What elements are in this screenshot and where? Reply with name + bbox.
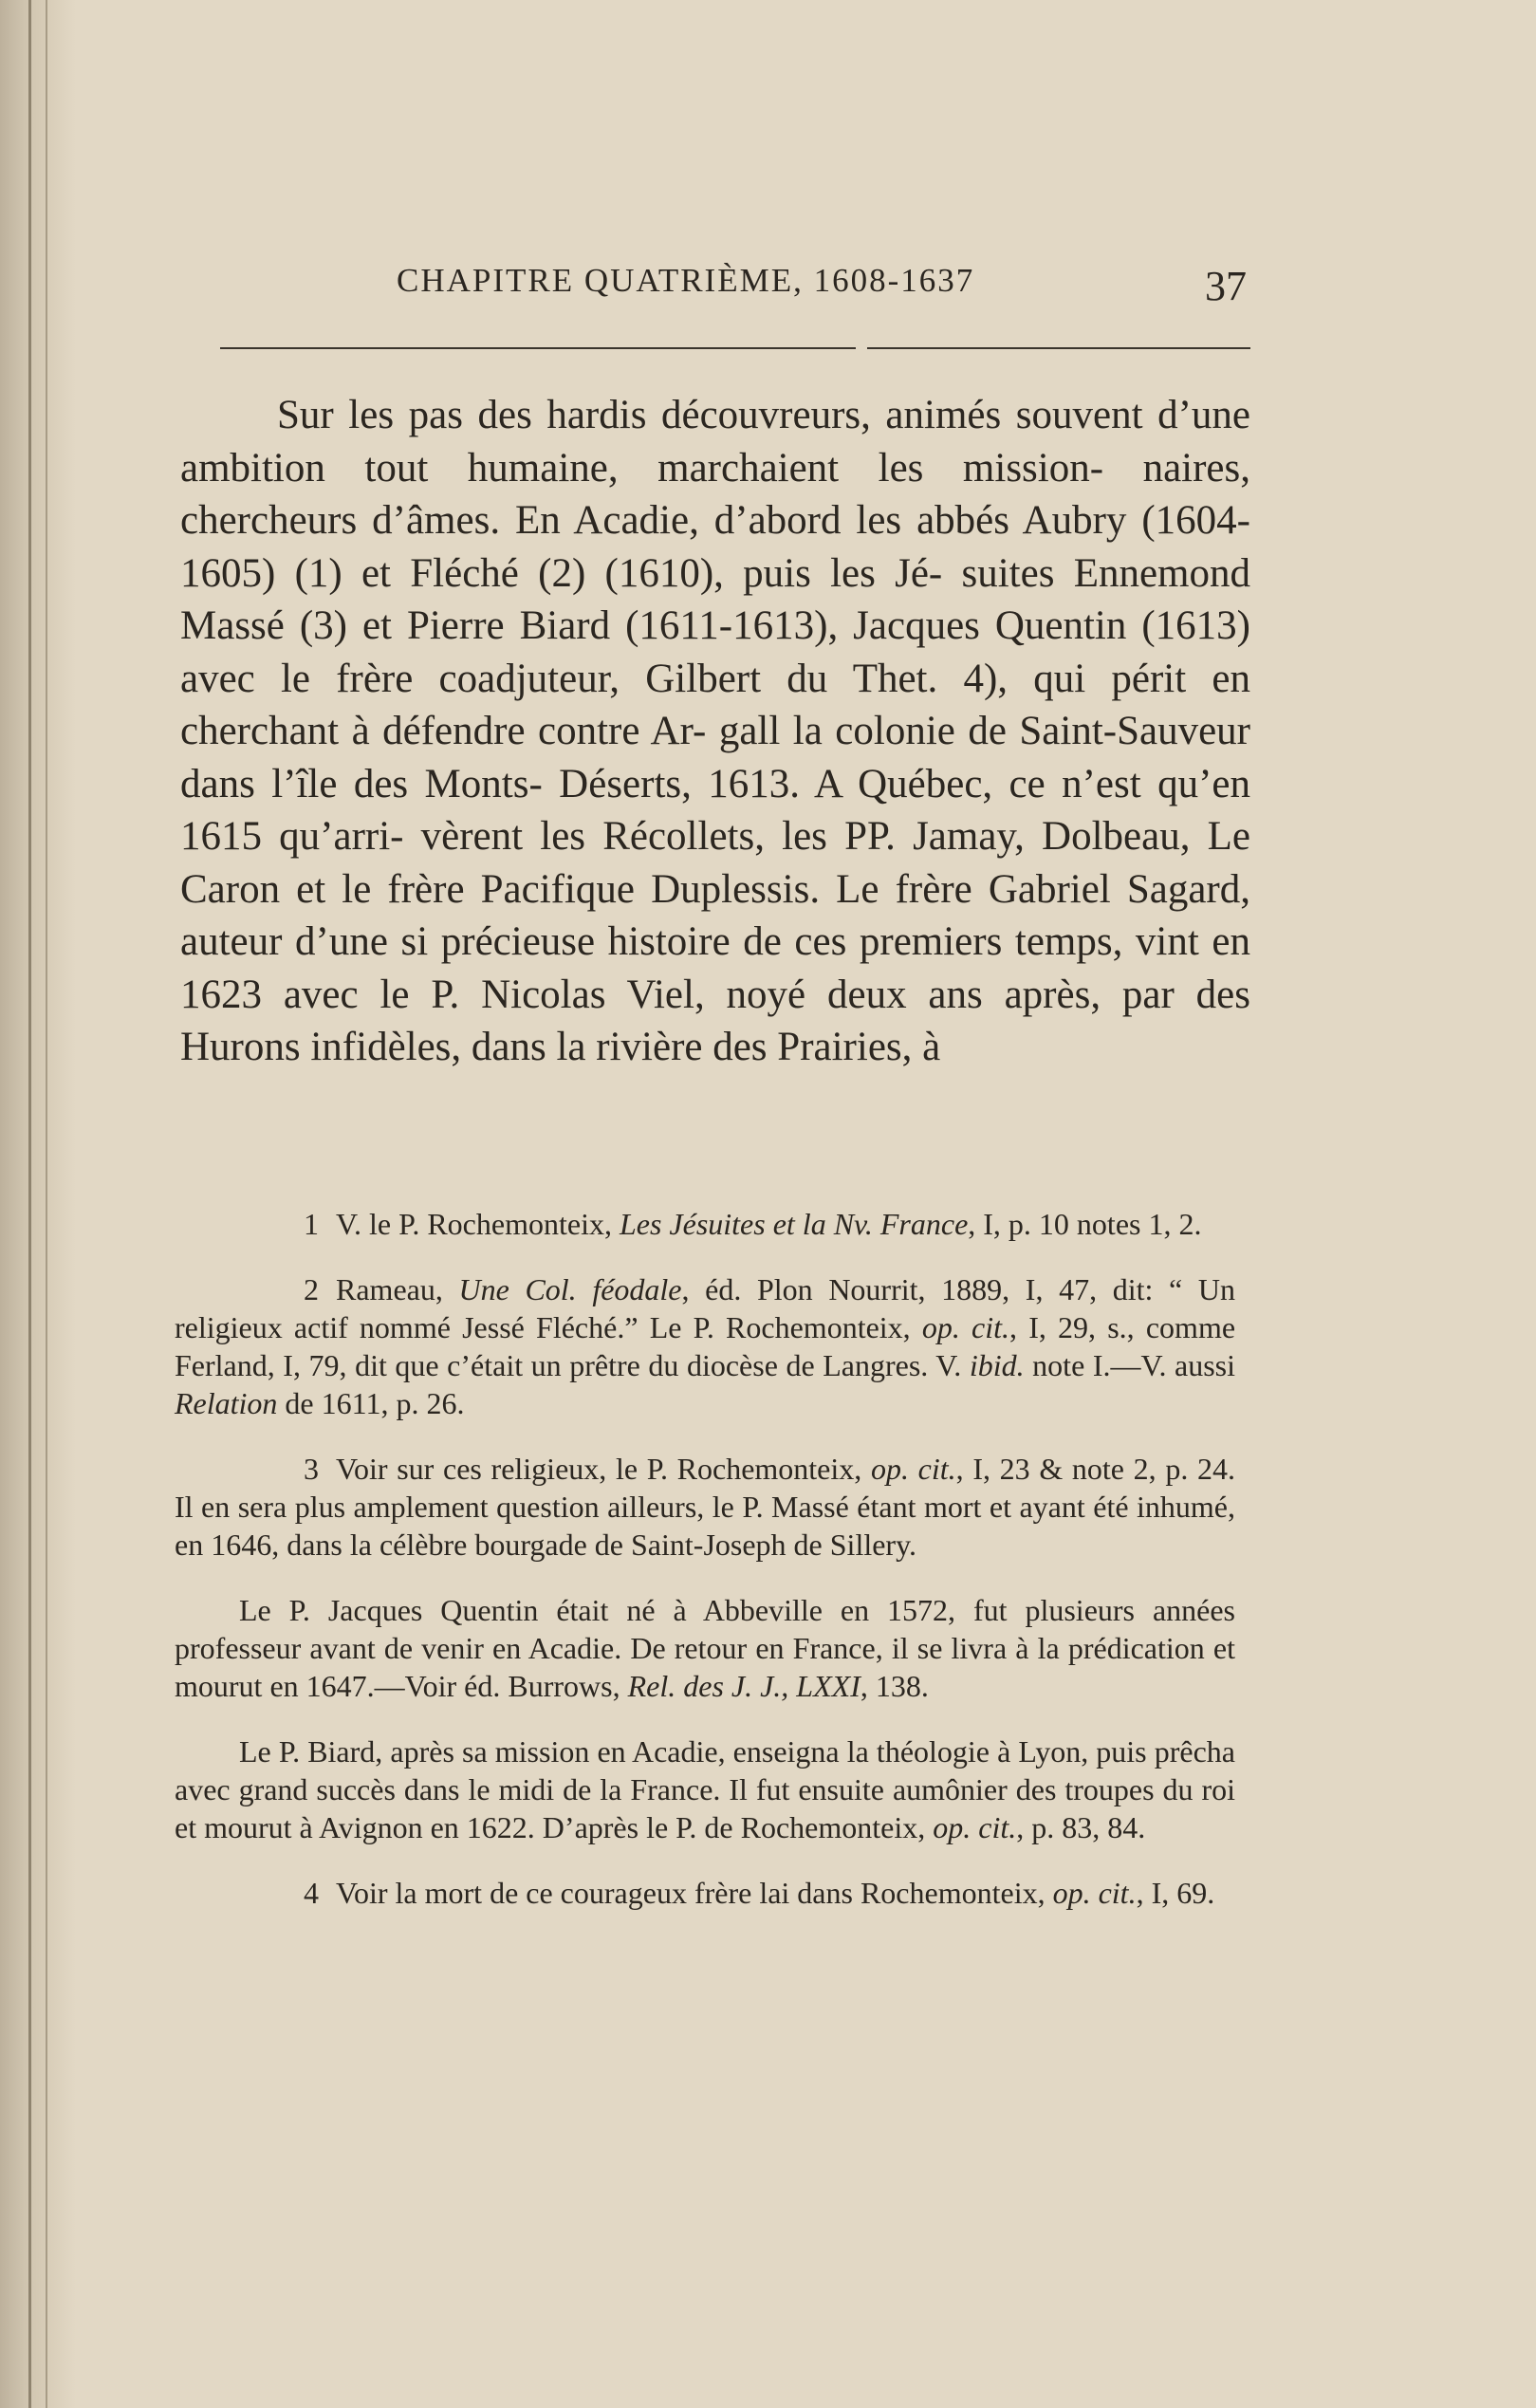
footnote-text: Rameau, <box>336 1272 443 1306</box>
main-text <box>180 389 1250 1074</box>
footnote-text: Voir la mort de ce courageux frère lai dans Rochemonteix, <box>336 1876 1046 1910</box>
footnote-4 <box>175 1874 1235 1912</box>
header-rule-left <box>220 347 856 349</box>
footnote-number: 3 <box>304 1452 319 1486</box>
footnote-number: 1 <box>304 1207 319 1241</box>
running-header: CHAPITRE QUATRIÈME, 1608-1637 <box>397 262 975 299</box>
footnote-text: , I, 69. <box>1136 1876 1215 1910</box>
footnote-citation: op. cit. <box>1052 1876 1137 1910</box>
footnote-text: Le P. Biard, après sa mission en Acadie, enseigna la théologie à Lyon, puis prêcha avec grand succès dans le midi de la France. Il fut ensuite aumônier des troupes du roi et mourut à Avignon en 1622. D’après le P. de Rochemonteix, <box>175 1734 1235 1844</box>
footnote-text: , I, p. 10 notes 1, 2. <box>968 1207 1202 1241</box>
footnote-text: , 138. <box>860 1669 929 1703</box>
footnote-title: Les Jésuites et la Nv. France <box>619 1207 969 1241</box>
footnote-title: Rel. des J. J., LXXI <box>627 1669 861 1703</box>
footnote-text: , p. 83, 84. <box>1016 1810 1146 1844</box>
page-number: 37 <box>1205 263 1247 309</box>
footnote-text: note I.—V. aussi <box>1032 1348 1236 1382</box>
binding-edge-line <box>46 0 47 2408</box>
footnote-2 <box>175 1270 1235 1422</box>
footnote-biard <box>175 1732 1235 1846</box>
footnote-citation: ibid. <box>969 1348 1025 1382</box>
footnote-1 <box>175 1205 1235 1243</box>
footnote-title: Relation <box>175 1386 278 1420</box>
footnote-3 <box>175 1450 1235 1564</box>
page-binding-shadow <box>0 0 76 2408</box>
footnote-quentin <box>175 1591 1235 1705</box>
footnote-number: 4 <box>304 1876 319 1910</box>
footnote-text: , I, 29, s., comme Ferland, I, 79, dit que c’était un prêtre du diocèse de Langres. V. <box>175 1310 1236 1382</box>
binding-edge-line <box>28 0 31 2408</box>
footnote-text: , I, 23 & note 2, p. 24. Il en sera plus amplement question ailleurs, le P. Massé étant mort et ayant été inhumé, en 1646, dans la célèbre bourgade de Saint-Joseph de Sillery. <box>175 1452 1236 1562</box>
footnote-text: , éd. Plon Nourrit, 1889, I, 47, dit: “ Un religieux actif nommé Jessé Fléché.” Le P. Rochemonteix, <box>175 1272 1235 1344</box>
footnote-number: 2 <box>304 1272 319 1306</box>
footnote-title: Une Col. féodale <box>458 1272 682 1306</box>
footnote-text: Voir sur ces religieux, le P. Rochemonteix, <box>336 1452 862 1486</box>
footnote-text: de 1611, p. 26. <box>285 1386 465 1420</box>
footnote-citation: op. cit. <box>933 1810 1017 1844</box>
footnote-text: Le P. Jacques Quentin était né à Abbeville en 1572, fut plusieurs années professeur avant de venir en Acadie. De retour en France, il se livra à la prédication et mourut en 1647.—Voir éd. Burrows, <box>175 1593 1235 1703</box>
header-rule-right <box>867 347 1250 349</box>
body-paragraph: Sur les pas des hardis découvreurs, animés souvent d’une ambition tout humaine, marchaient les mission- naires, chercheurs d’âmes. En Acadie, d’abord les abbés Aubry (1604-1605) (1) et Fléché (2) (1610), puis les Jé- suites Ennemond Massé (3) et Pierre Biard (1611-1613), Jacques Quentin (1613) avec le frère coadjuteur, Gilbert du Thet. 4), qui périt en cherchant à défendre contre Ar- gall la colonie de Saint-Sauveur dans l’île des Monts- Déserts, 1613. A Québec, ce n’est qu’en 1615 qu’arri- vèrent les Récollets, les PP. Jamay, Dolbeau, Le Caron et le frère Pacifique Duplessis. Le frère Gabriel Sagard, auteur d’une si précieuse histoire de ces premiers temps, vint en 1623 avec le P. Nicolas Viel, noyé deux ans après, par des Hurons infidèles, dans la rivière des Prairies, à <box>180 393 1250 1069</box>
footnotes <box>175 1205 1235 1939</box>
footnote-citation: op. cit. <box>870 1452 956 1486</box>
footnote-citation: op. cit. <box>921 1310 1010 1344</box>
footnote-text: V. le P. Rochemonteix, <box>336 1207 612 1241</box>
